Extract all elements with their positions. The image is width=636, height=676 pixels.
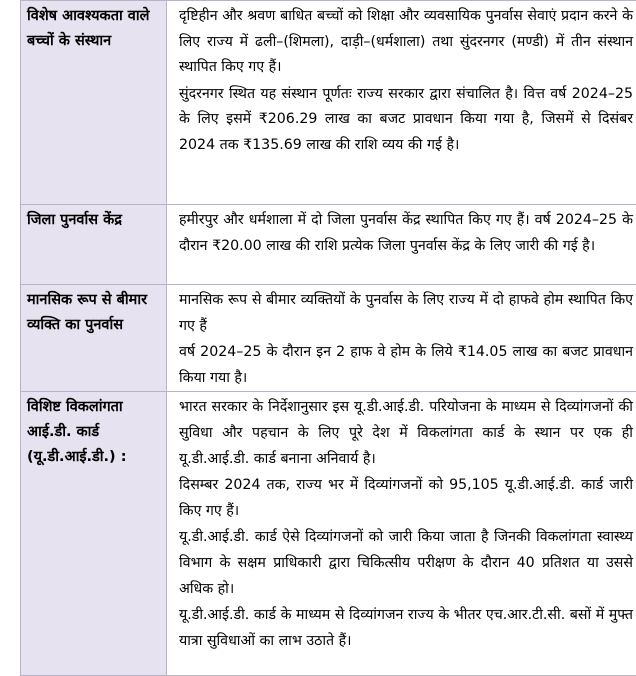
paragraph: यू.डी.आई.डी. कार्ड के माध्यम से दिव्यांगजन राज्य के भीतर एच.आर.टी.सी. बसों में मुफ्त यात्रा सुविधाओं का लाभ उठाते हैं। <box>179 603 633 654</box>
row-label-special-needs-institutions: विशेष आवश्यकता वाले बच्चों के संस्थान <box>21 1 167 205</box>
row-label-district-rehab-centre: जिला पुनर्वास केंद्र <box>21 205 167 285</box>
paragraph: वर्ष 2024–25 के दौरान इन 2 हाफ वे होम के लिये ₹14.05 लाख का बजट प्रावधान किया गया है। <box>179 340 633 391</box>
table-row <box>21 392 636 676</box>
row-content <box>167 1 636 205</box>
table-row <box>21 205 636 285</box>
row-content <box>167 205 636 285</box>
table-row <box>21 1 636 205</box>
paragraph: दिसम्बर 2024 तक, राज्य भर में दिव्यांगजनों को 95,105 यू.डी.आई.डी. कार्ड जारी किए गए हैं। <box>179 473 633 524</box>
row-label-mental-illness-rehab: मानसिक रूप से बीमार व्यक्ति का पुनर्वास <box>21 285 167 392</box>
table-row <box>21 285 636 392</box>
paragraph: यू.डी.आई.डी. कार्ड ऐसे दिव्यांगजनों को जारी किया जाता है जिनकी विकलांगता स्वास्थ्य विभाग के सक्षम प्राधिकारी द्वारा चिकित्सीय परीक्षण के दौरान 40 प्रतिशत या उससे अधिक हो। <box>179 525 633 602</box>
paragraph: सुंदरनगर स्थित यह संस्थान पूर्णतः राज्य सरकार द्वारा संचालित है। वित्त वर्ष 2024–25 के लिए इसमें ₹206.29 लाख का बजट प्रावधान किया गया है, जिसमें से दिसंबर 2024 तक ₹135.69 लाख की राशि व्यय की गई है। <box>179 82 633 159</box>
row-content <box>167 285 636 392</box>
row-label-udid-card: विशिष्ट विकलांगता आई.डी. कार्ड (यू.डी.आई.डी.) : <box>21 392 167 676</box>
row-content <box>167 392 636 676</box>
paragraph: हमीरपुर और धर्मशाला में दो जिला पुनर्वास केंद्र स्थापित किए गए हैं। वर्ष 2024–25 के दौरान ₹20.00 लाख की राशि प्रत्येक जिला पुनर्वास केंद्र के लिए जारी की गई है। <box>179 208 633 259</box>
schemes-table <box>20 0 636 676</box>
paragraph: मानसिक रूप से बीमार व्यक्तियों के पुनर्वास के लिए राज्य में दो हाफवे होम स्थापित किए गए हैं <box>179 288 633 339</box>
paragraph: भारत सरकार के निर्देशानुसार इस यू.डी.आई.डी. परियोजना के माध्यम से दिव्यांगजनों की सुविधा और पहचान के लिए पूरे देश में विकलांगता कार्ड के स्थान पर एक ही यू.डी.आई.डी. कार्ड बनाना अनिवार्य है। <box>179 395 633 472</box>
paragraph: दृष्टिहीन और श्रवण बाधित बच्चों को शिक्षा और व्यवसायिक पुनर्वास सेवाएं प्रदान करने के लिए राज्य में ढली–(शिमला), दाड़ी–(धर्मशाला) तथा सुंदरनगर (मण्डी) में तीन संस्थान स्थापित किए गए हैं। <box>179 4 633 81</box>
